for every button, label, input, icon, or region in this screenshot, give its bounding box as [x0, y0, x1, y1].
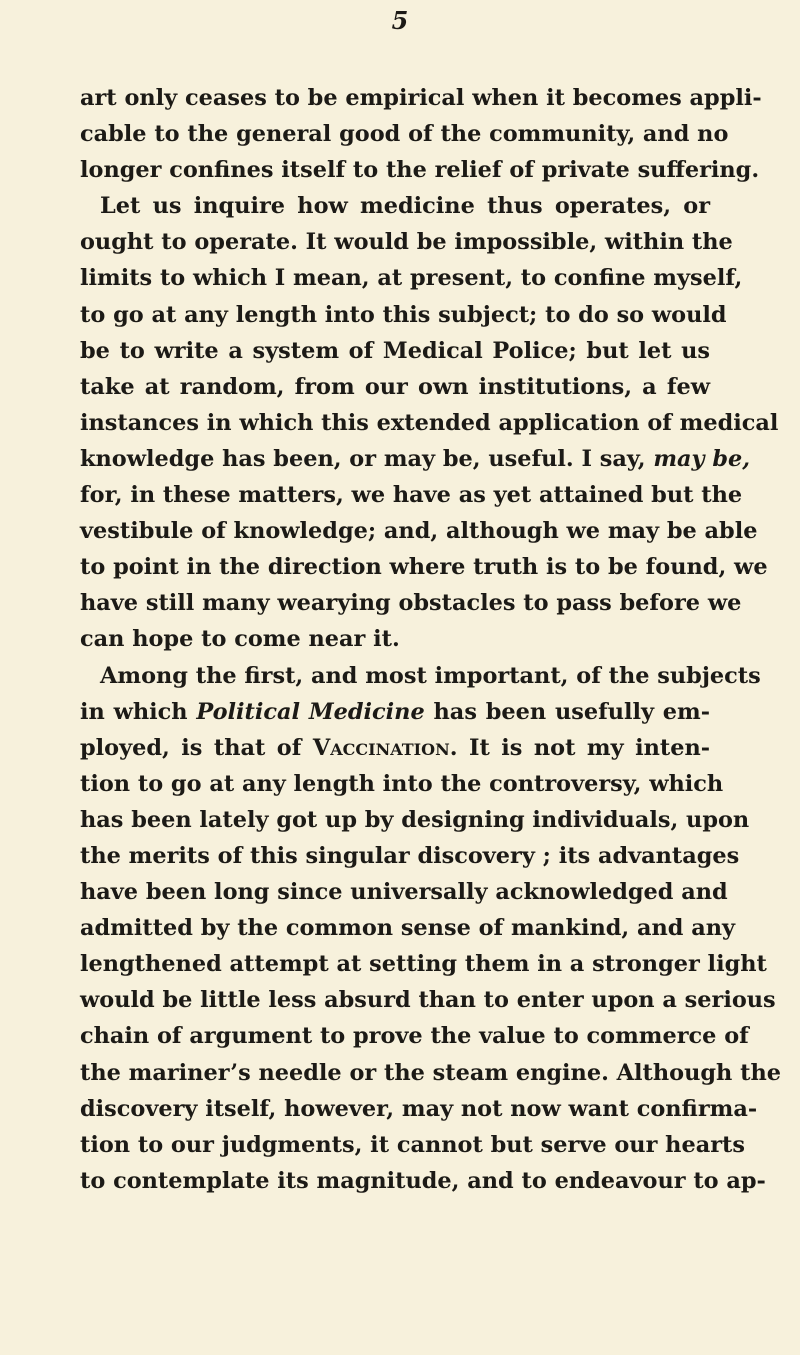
text-line: ought to operate. It would be impossible, within the [80, 229, 733, 256]
paragraph [80, 188, 779, 657]
text-line: to go at any length into this subject; to do so would [80, 301, 727, 328]
page-number: 5 [391, 6, 409, 35]
text-line: have still many wearying obstacles to pass before we [80, 590, 742, 617]
text-line: lengthened attempt at setting them in a stronger light [80, 951, 767, 978]
text-line: tion to our judgments, it cannot but serve our hearts [80, 1131, 745, 1158]
text-line: to contemplate its magnitude, and to endeavour to ap- [80, 1167, 766, 1194]
text-line: chain of argument to prove the value to commerce of [80, 1023, 749, 1050]
paragraph [80, 658, 781, 1199]
text-line: Let us inquire how medicine thus operates, or [100, 193, 710, 220]
text-line: be to write a system of Medical Police; but let us [80, 337, 710, 364]
text-line: art only ceases to be empirical when it becomes appli- [80, 85, 762, 111]
text-line: for, in these matters, we have as yet attained but the [80, 482, 743, 509]
paragraph [80, 80, 762, 188]
text-segment: has been usefully em- [433, 698, 711, 725]
text-line [80, 730, 710, 766]
text-line: admitted by the common sense of mankind, and any [80, 915, 736, 942]
text-segment: It is not my inten- [469, 734, 711, 761]
text-line: have been long since universally acknowledged and [80, 879, 728, 906]
text-segment: ployed, is that of [80, 734, 302, 761]
small-caps-text: Vaccination. [312, 734, 458, 761]
text-line: the mariner’s needle or the steam engine. Although the [80, 1059, 781, 1086]
text-line: discovery itself, however, may not now want confirma- [80, 1095, 758, 1122]
body-text [80, 80, 781, 1199]
italic-text: may be, [653, 445, 751, 472]
text-line: would be little less absurd than to enter upon a serious [80, 987, 776, 1014]
text-line: cable to the general good of the community, and no [80, 121, 729, 148]
text-line: vestibule of knowledge; and, although we may be able [80, 518, 758, 545]
text-line: longer confines itself to the relief of private suffering. [80, 157, 760, 184]
text-line [80, 694, 710, 730]
text-line: take at random, from our own institutions, a few [80, 373, 710, 400]
text-segment: knowledge has been, or may be, useful. I say, [80, 445, 646, 472]
text-line: has been lately got up by designing individuals, upon [80, 806, 750, 833]
italic-text: Political Medicine [196, 698, 425, 725]
text-line: Among the first, and most important, of the subjects [100, 662, 761, 689]
text-line: the merits of this singular discovery ; its advantages [80, 842, 740, 869]
text-segment: in which [80, 698, 188, 725]
text-line: limits to which I mean, at present, to confine myself, [80, 265, 743, 292]
text-line [80, 441, 751, 477]
text-line: tion to go at any length into the controversy, which [80, 770, 724, 797]
text-line: can hope to come near it. [80, 626, 400, 653]
text-line: instances in which this extended application of medical [80, 409, 779, 436]
text-line: to point in the direction where truth is to be found, we [80, 554, 768, 581]
